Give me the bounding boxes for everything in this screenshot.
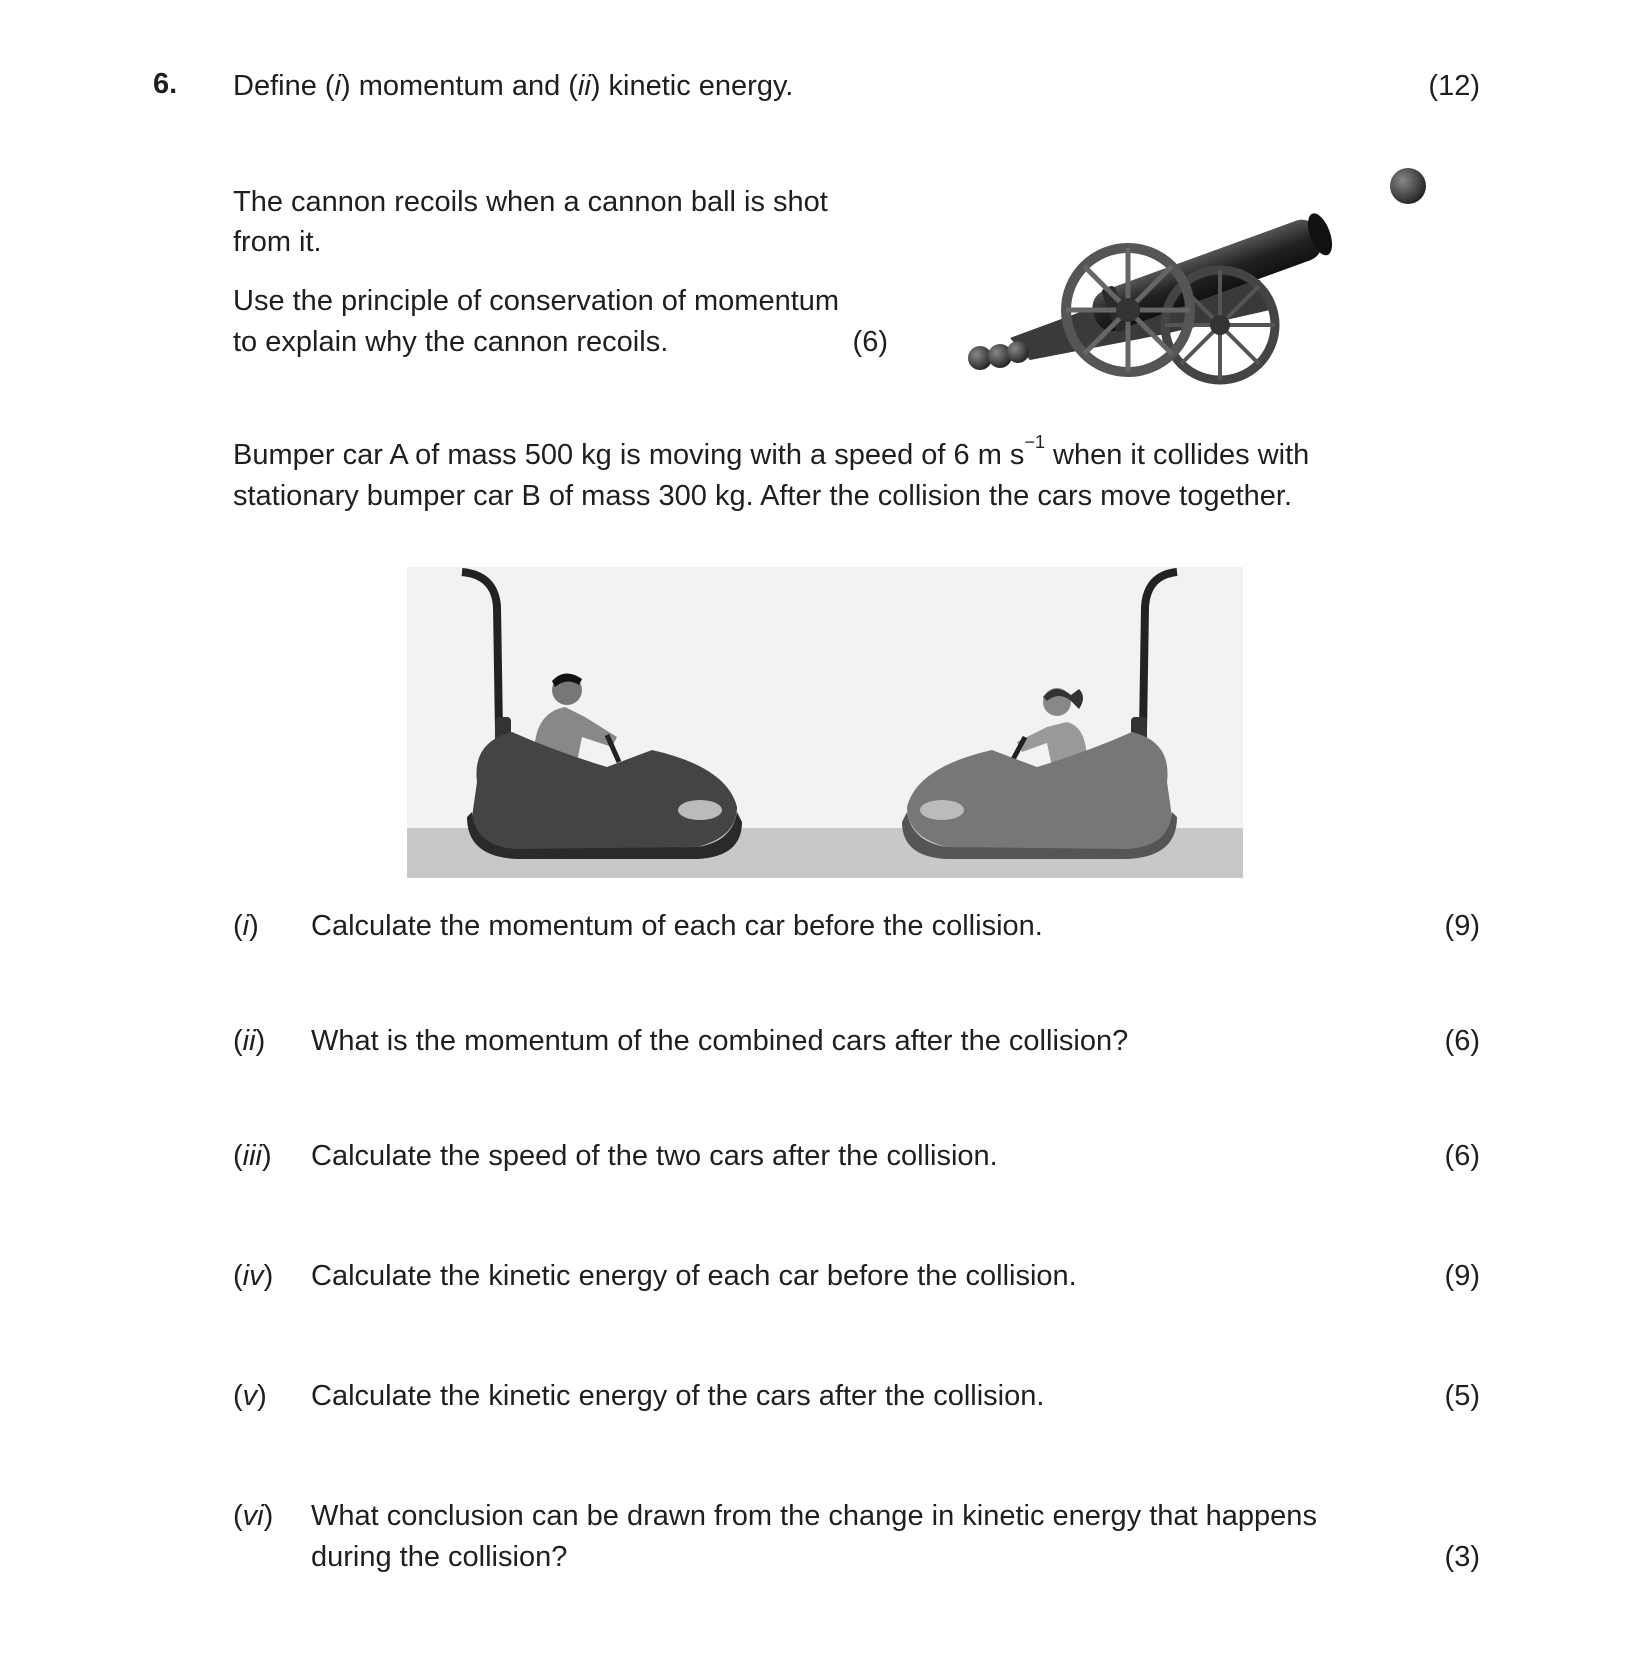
define-marks: (12): [1428, 70, 1480, 102]
part-text-i: Calculate the momentum of each car before the collision.: [311, 910, 1043, 942]
part-label-iii: (iii): [233, 1140, 272, 1172]
part-text-iii: Calculate the speed of the two cars after the collision.: [311, 1140, 998, 1172]
part-marks-vi: (3): [1444, 1541, 1480, 1573]
part-label-v: (v): [233, 1380, 267, 1412]
bumper-intro-line2: stationary bumper car B of mass 300 kg. After the collision the cars move together.: [233, 480, 1293, 512]
cannon-question-line1: Use the principle of conservation of momentum: [233, 285, 840, 317]
cannon-image: [910, 160, 1500, 390]
bumper-intro-line1: Bumper car A of mass 500 kg is moving with a speed of 6 m $s^{-1}$ when it collides with: [233, 432, 1310, 471]
part-text-v: Calculate the kinetic energy of the cars after the collision.: [311, 1380, 1045, 1412]
part-label-ii: (ii): [233, 1025, 266, 1057]
part-marks-v: (5): [1444, 1380, 1480, 1412]
cannon-marks: (6): [852, 326, 888, 358]
question-number: 6.: [153, 68, 178, 100]
part-marks-ii: (6): [1444, 1025, 1480, 1057]
bumper-cars-image: [407, 567, 1243, 878]
part-text-ii: What is the momentum of the combined cars after the collision?: [311, 1025, 1129, 1057]
cannon-recoil-text: The cannon recoils when a cannon ball is shot from it.: [233, 186, 828, 258]
part-label-i: (i): [233, 910, 259, 942]
part-marks-iv: (9): [1444, 1260, 1480, 1292]
part-text-vi-line1: What conclusion can be drawn from the change in kinetic energy that happens: [311, 1500, 1317, 1532]
define-text: Define (i) momentum and (ii) kinetic energy.: [233, 70, 794, 102]
part-label-iv: (iv): [233, 1260, 274, 1292]
part-marks-iii: (6): [1444, 1140, 1480, 1172]
part-label-vi: (vi): [233, 1500, 274, 1532]
flying-cannon-ball: [1390, 168, 1426, 204]
part-text-iv: Calculate the kinetic energy of each car before the collision.: [311, 1260, 1077, 1292]
part-text-vi-line2: during the collision?: [311, 1541, 568, 1573]
part-marks-i: (9): [1444, 910, 1480, 942]
cannon-question-line2: to explain why the cannon recoils.: [233, 326, 669, 358]
cannon-wheel-front: [1066, 248, 1190, 372]
